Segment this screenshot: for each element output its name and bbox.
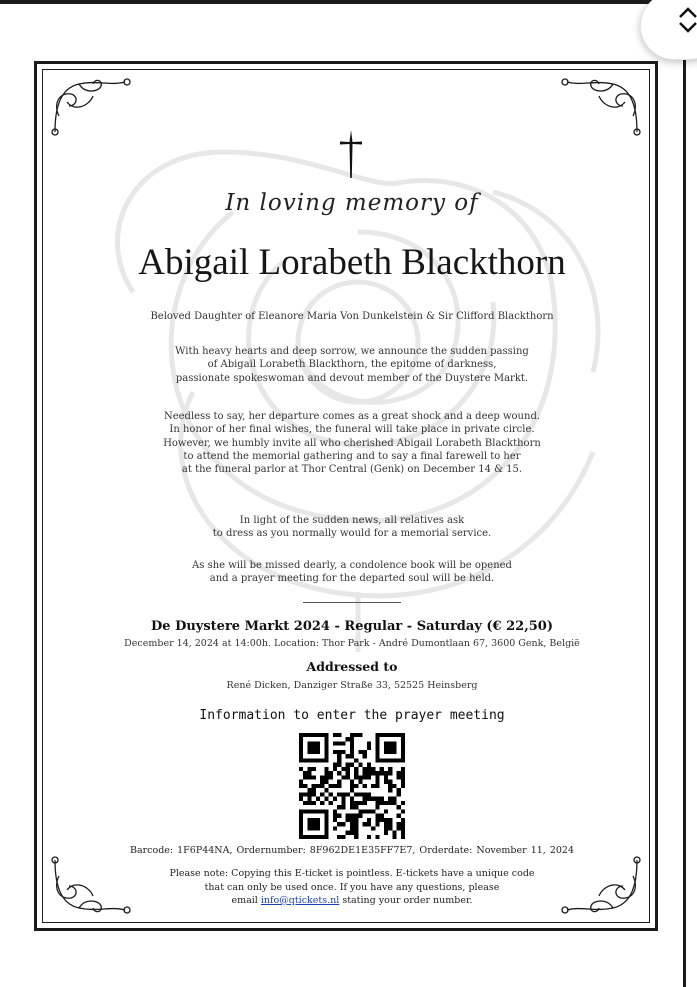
email-suffix: stating your order number. [342, 895, 473, 906]
parents-line: Beloved Daughter of Eleanore Maria Von Dunkelstein & Sir Clifford Blackthorn [150, 311, 554, 322]
dress-code-paragraph [43, 514, 661, 541]
top-bar [0, 0, 697, 4]
invitation-paragraph [43, 410, 661, 476]
memorial-ticket [34, 61, 658, 931]
text-line: passionate spokeswoman and devout member of the Duystere Markt. [175, 372, 529, 384]
notice-line: that can only be used once. If you have any questions, please [204, 881, 500, 893]
text-line: Needless to say, her departure comes as a great shock and a deep wound. [163, 411, 541, 422]
email-prefix: email [231, 895, 258, 906]
text-line: to attend the memorial gathering and to say a final farewell to her [183, 450, 521, 462]
copy-notice [43, 867, 661, 908]
notice-line: Please note: Copying this E-ticket is pointless. E-tickets have a unique code [169, 868, 535, 879]
text-line: In light of the sudden news, all relatives ask [239, 515, 465, 526]
announcement-paragraph [43, 345, 661, 385]
event-title: De Duystere Markt 2024 - Regular - Saturday (€ 22,50) [151, 619, 553, 634]
section-divider [303, 602, 401, 603]
memory-heading: In loving memory of [225, 190, 479, 216]
ticket-inner-frame [42, 69, 650, 923]
text-line: With heavy hearts and deep sorrow, we announce the sudden passing [175, 346, 529, 357]
text-line: at the funeral parlor at Thor Central (Genk) on December 14 & 15. [181, 464, 523, 476]
text-line: As she will be missed dearly, a condolence book will be opened [192, 560, 512, 571]
deceased-name: Abigail Lorabeth Blackthorn [138, 242, 566, 283]
qr-code-icon [299, 733, 405, 839]
event-details: December 14, 2024 at 14:00h. Location: Thor Park - André Dumontlaan 67, 3600 Genk, België [124, 638, 580, 649]
barcode-order-line: Barcode: 1F6P44NA, Ordernumber: 8F962DE1E35FF7E7, Orderdate: November 11, 2024 [129, 845, 575, 856]
notice-line [43, 894, 661, 908]
ornament-flourish-icon [49, 76, 135, 136]
condolence-paragraph [43, 559, 661, 586]
ornament-flourish-icon [557, 76, 643, 136]
scroll-toggle-button[interactable] [640, 0, 697, 60]
addressed-to-heading: Addressed to [306, 659, 398, 674]
text-line: and a prayer meeting for the departed soul will be held. [209, 573, 495, 585]
entry-info-heading: Information to enter the prayer meeting [199, 708, 505, 723]
text-line: However, we humbly invite all who cherished Abigail Lorabeth Blackthorn [163, 437, 541, 449]
text-line: to dress as you normally would for a memorial service. [212, 528, 492, 540]
support-email-link[interactable]: info@qtickets.nl [260, 895, 340, 906]
page-edge-rule [683, 60, 686, 987]
text-line: In honor of her final wishes, the funeral will take place in private circle. [169, 424, 535, 436]
addressee-details: René Dicken, Danziger Straße 33, 52525 Heinsberg [226, 680, 478, 691]
chevron-up-down-icon [677, 5, 697, 35]
cross-icon [337, 128, 365, 180]
text-line: of Abigail Lorabeth Blackthorn, the epitome of darkness, [207, 359, 497, 371]
